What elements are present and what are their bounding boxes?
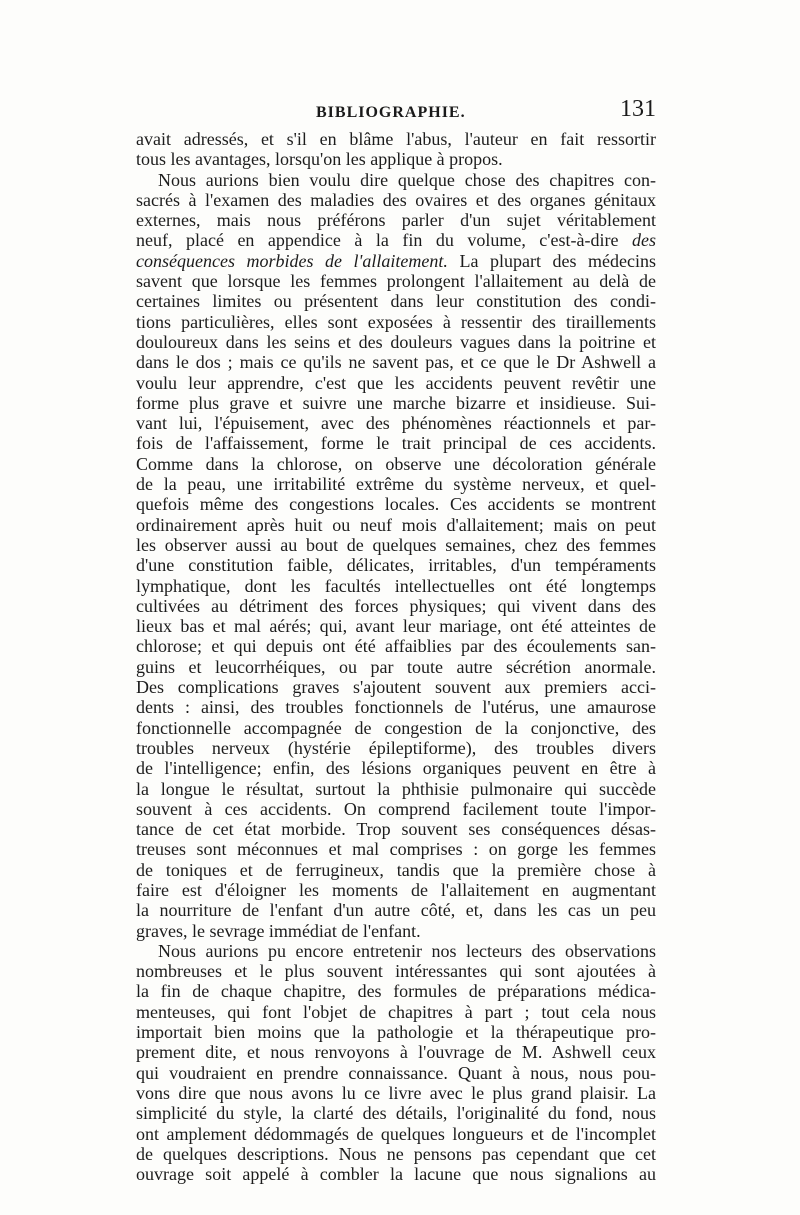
text-line — [136, 271, 656, 291]
text-run: prement dite, et nous renvoyons à l'ouvrage de M. Ashwell ceux — [136, 1042, 656, 1063]
text-run: de la peau, une irritabilité extrême du système nerveux, et quel- — [136, 474, 656, 495]
text-line — [136, 880, 656, 900]
body-text — [136, 129, 656, 1184]
text-run: la fin de chaque chapitre, des formules de préparations médica- — [136, 981, 656, 1002]
text-run: la longue le résultat, surtout la phthisie pulmonaire qui succède — [136, 778, 656, 799]
text-line — [136, 535, 656, 555]
text-run: les observer aussi au bout de quelques semaines, chez des femmes — [136, 534, 656, 555]
text-run: simplicité du style, la clarté des détails, l'originalité du fond, nous — [136, 1103, 656, 1124]
text-run: ouvrage soit appelé à combler la lacune que nous signalions au — [136, 1164, 656, 1185]
text-run: tance de cet état morbide. Trop souvent ses conséquences désas- — [136, 819, 656, 840]
text-run: quefois même des congestions locales. Ces accidents se montrent — [136, 494, 656, 515]
text-run: importait bien moins que la pathologie et la thérapeutique pro- — [136, 1022, 656, 1043]
text-line — [136, 1144, 656, 1164]
text-run: avait adressés, et s'il en blâme l'abus, l'auteur en fait ressortir — [136, 129, 656, 149]
text-run: cultivées au détriment des forces physiques; qui vivent dans des — [136, 595, 656, 616]
text-line — [136, 1124, 656, 1144]
running-head: BIBLIOGRAPHIE. — [316, 104, 466, 121]
text-line — [136, 129, 656, 149]
text-line — [136, 190, 656, 210]
text-line — [136, 860, 656, 880]
page-number: 131 — [620, 96, 656, 122]
text-line — [136, 312, 656, 332]
text-run: lymphatique, dont les facultés intellectuelles ont été longtemps — [136, 575, 656, 596]
text-line — [136, 1083, 656, 1103]
text-run: tions particulières, elles sont exposées à ressentir des tiraillements — [136, 311, 656, 332]
text-run: menteuses, qui font l'objet de chapitres à part ; tout cela nous — [136, 1001, 656, 1022]
text-line — [136, 616, 656, 636]
text-run: certaines limites ou présentent dans leur constitution des condi- — [136, 291, 656, 312]
text-line — [136, 373, 656, 393]
text-line — [136, 779, 656, 799]
text-line — [136, 170, 656, 190]
italic-run: des — [632, 230, 656, 251]
text-line — [136, 393, 656, 413]
text-run: treuses sont méconnues et mal comprises : on gorge les femmes — [136, 839, 656, 860]
text-line — [136, 758, 656, 778]
text-line — [136, 657, 656, 677]
text-line — [136, 332, 656, 352]
text-run: de toniques et de ferrugineux, tandis que la première chose à — [136, 859, 656, 880]
italic-run: conséquences morbides de l'allaitement. — [136, 250, 448, 271]
text-line — [136, 921, 656, 941]
text-line — [136, 961, 656, 981]
text-run: fois de l'affaissement, forme le trait principal de ces accidents. — [136, 433, 656, 454]
text-run: tous les avantages, lorsqu'on les applique à propos. — [136, 149, 503, 170]
text-run: savent que lorsque les femmes prolongent l'allaitement au delà de — [136, 271, 656, 292]
text-line — [136, 819, 656, 839]
text-run: fonctionnelle accompagnée de congestion de la conjonctive, des — [136, 717, 656, 738]
text-run: faire est d'éloigner les moments de l'allaitement en augmentant — [136, 879, 656, 900]
text-line — [136, 799, 656, 819]
text-run: douloureux dans les seins et des douleurs vagues dans la poitrine et — [136, 331, 656, 352]
text-line — [136, 413, 656, 433]
text-run: Nous aurions bien voulu dire quelque chose des chapitres con- — [158, 169, 656, 190]
text-run: Nous aurions pu encore entretenir nos lecteurs des observations — [158, 940, 656, 961]
text-line — [136, 1063, 656, 1083]
text-line — [136, 697, 656, 717]
text-run: voulu leur apprendre, c'est que les accidents peuvent revêtir une — [136, 372, 656, 393]
text-run: vons dire que nous avons lu ce livre avec le plus grand plaisir. La — [136, 1082, 656, 1103]
text-run: souvent à ces accidents. On comprend facilement toute l'impor- — [136, 798, 656, 819]
text-run: dans le dos ; mais ce qu'ils ne savent pas, et ce que le Dr Ashwell a — [136, 352, 656, 373]
text-run: nombreuses et le plus souvent intéressantes qui sont ajoutées à — [136, 961, 656, 982]
text-run: la nourriture de l'enfant d'un autre côté, et, dans les cas un peu — [136, 900, 656, 921]
text-run: qui voudraient en prendre connaissance. Quant à nous, nous pou- — [136, 1062, 656, 1083]
text-line — [136, 941, 656, 961]
text-line — [136, 515, 656, 535]
text-run: externes, mais nous préférons parler d'un sujet véritablement — [136, 210, 656, 231]
text-line — [136, 1022, 656, 1042]
text-line — [136, 839, 656, 859]
text-line — [136, 738, 656, 758]
page-header — [136, 96, 656, 126]
text-run: troubles nerveux (hystérie épileptiforme), des troubles divers — [136, 737, 656, 758]
text-run: neuf, placé en appendice à la fin du volume, c'est-à-dire — [136, 230, 619, 251]
text-run: La plupart des médecins — [447, 250, 656, 271]
text-line — [136, 636, 656, 656]
text-run: ont amplement dédommagés de quelques longueurs et de l'incomplet — [136, 1123, 656, 1144]
text-run: forme plus grave et suivre une marche bizarre et insidieuse. Sui- — [136, 392, 656, 413]
text-line — [136, 1164, 656, 1184]
text-line — [136, 352, 656, 372]
text-line — [136, 1042, 656, 1062]
text-run: guins et leucorrhéiques, ou par toute autre sécrétion anormale. — [136, 656, 656, 677]
text-run: sacrés à l'examen des maladies des ovaires et des organes génitaux — [136, 189, 656, 210]
text-run: Des complications graves s'ajoutent souvent aux premiers acci- — [136, 677, 656, 698]
text-line — [136, 494, 656, 514]
text-line — [136, 230, 656, 250]
text-line — [136, 718, 656, 738]
text-line — [136, 1103, 656, 1123]
text-run: ordinairement après huit ou neuf mois d'allaitement; mais on peut — [136, 514, 656, 535]
text-line — [136, 596, 656, 616]
text-line — [136, 900, 656, 920]
text-run: graves, le sevrage immédiat de l'enfant. — [136, 920, 421, 941]
text-line — [136, 210, 656, 230]
text-run: de quelques descriptions. Nous ne pensons pas cependant que cet — [136, 1143, 656, 1164]
text-run: de l'intelligence; enfin, des lésions organiques peuvent en être à — [136, 758, 656, 779]
text-line — [136, 149, 656, 169]
text-run: lieux bas et mal aérés; qui, avant leur mariage, ont été atteintes de — [136, 616, 656, 637]
text-line — [136, 454, 656, 474]
text-line — [136, 433, 656, 453]
text-line — [136, 555, 656, 575]
text-line — [136, 576, 656, 596]
text-line — [136, 1002, 656, 1022]
text-line — [136, 981, 656, 1001]
text-run: vant lui, l'épuisement, avec des phénomènes réactionnels et par- — [136, 413, 656, 434]
text-line — [136, 291, 656, 311]
text-run: chlorose; et qui depuis ont été affaiblies par des écoulements san- — [136, 636, 656, 657]
text-line — [136, 251, 656, 271]
text-line — [136, 677, 656, 697]
text-line — [136, 474, 656, 494]
text-run: Comme dans la chlorose, on observe une décoloration générale — [136, 453, 656, 474]
text-run: d'une constitution faible, délicates, irritables, d'un tempéraments — [136, 555, 656, 576]
text-run: dents : ainsi, des troubles fonctionnels de l'utérus, une amaurose — [136, 697, 656, 718]
